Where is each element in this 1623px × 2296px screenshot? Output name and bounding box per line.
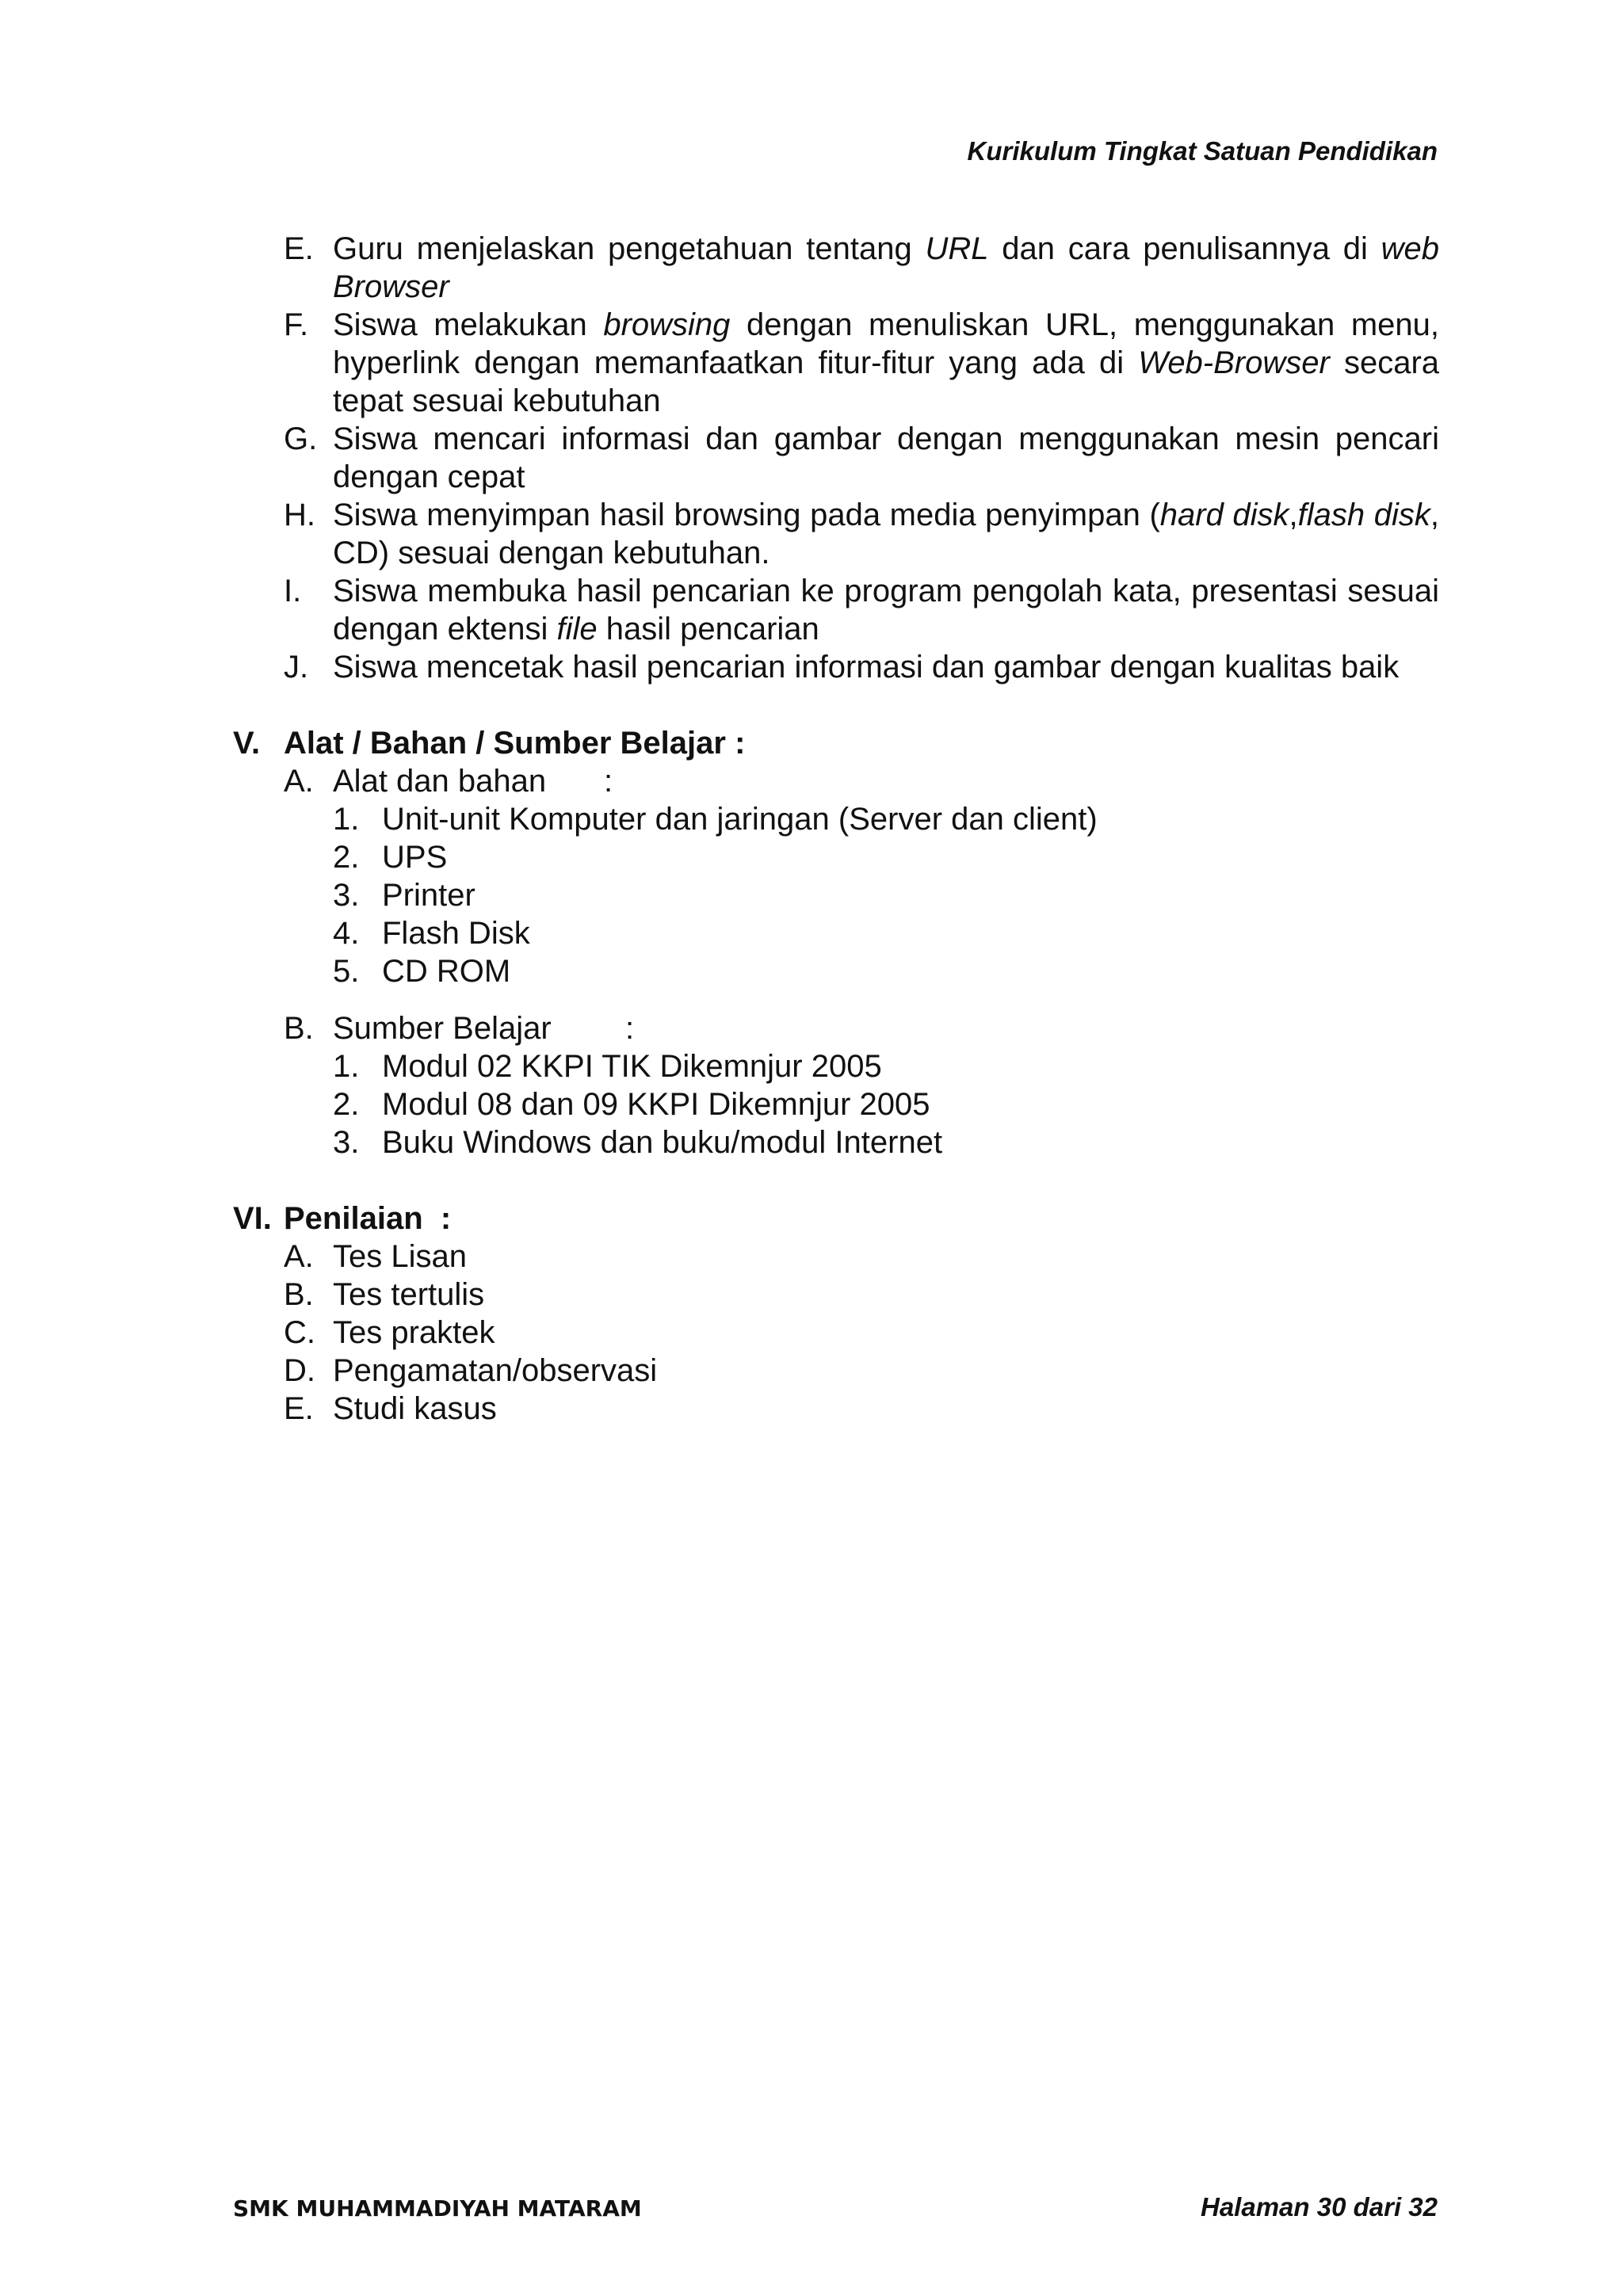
- list-item: 2. UPS: [333, 840, 448, 875]
- step-item-i: I. Siswa membuka hasil pencarian ke program pengolah kata, presentasi sesuai dengan ektensi file hasil pencarian: [284, 574, 1439, 646]
- subsection-label: Alat dan bahan: [333, 764, 547, 799]
- list-item: 1. Unit-unit Komputer dan jaringan (Server dan client): [333, 802, 1098, 837]
- list-item: A. Tes Lisan: [284, 1239, 467, 1274]
- step-item-h: H. Siswa menyimpan hasil browsing pada media penyimpan (hard disk,flash disk, CD) sesuai dengan kebutuhan.: [284, 498, 1439, 570]
- step-item-g: G. Siswa mencari informasi dan gambar dengan menggunakan mesin pencari dengan cepat: [284, 421, 1439, 494]
- section-heading-tools: [0, 724, 1623, 762]
- document-body: [0, 230, 1623, 1428]
- list-item: C. Tes praktek: [284, 1315, 495, 1350]
- step-item-f: F. Siswa melakukan browsing dengan menuliskan URL, menggunakan menu, hyperlink dengan memanfaatkan fitur-fitur yang ada di Web-Browser secara tepat sesuai kebutuhan: [284, 307, 1440, 418]
- list-item: 4. Flash Disk: [333, 916, 530, 951]
- page-header: Kurikulum Tingkat Satuan Pendidikan: [967, 136, 1438, 166]
- step-marker: F.: [284, 307, 309, 342]
- list-item: 1. Modul 02 KKPI TIK Dikemnjur 2005: [333, 1049, 882, 1084]
- section-title: Penilaian :: [284, 1201, 452, 1236]
- footer-school-name: SMK MUHAMMADIYAH MATARAM: [233, 2195, 642, 2222]
- subsection-marker: A.: [284, 764, 314, 799]
- section-title: Alat / Bahan / Sumber Belajar :: [284, 726, 746, 761]
- step-marker: I.: [284, 574, 302, 608]
- step-item-j: J. Siswa mencetak hasil pencarian informasi dan gambar dengan kualitas baik: [284, 650, 1400, 685]
- list-item: E. Studi kasus: [284, 1391, 497, 1426]
- subsection-learning-sources: [0, 1009, 1623, 1047]
- subsection-marker: B.: [284, 1011, 314, 1046]
- step-marker: G.: [284, 421, 318, 456]
- step-marker: E.: [284, 231, 314, 266]
- section-heading-assessment: [0, 1199, 1623, 1238]
- subsection-colon: :: [604, 764, 613, 799]
- subsection-colon: :: [625, 1011, 635, 1046]
- step-marker: H.: [284, 498, 315, 532]
- section-marker: V.: [233, 726, 261, 761]
- list-item: B. Tes tertulis: [284, 1277, 485, 1312]
- section-marker: VI.: [233, 1201, 272, 1236]
- list-item: 5. CD ROM: [333, 954, 511, 989]
- subsection-label: Sumber Belajar: [333, 1011, 552, 1046]
- step-item-e: E. Guru menjelaskan pengetahuan tentang URL dan cara penulisannya di web Browser: [284, 231, 1439, 304]
- list-item: 3. Buku Windows dan buku/modul Internet: [333, 1125, 943, 1160]
- step-marker: J.: [284, 650, 309, 685]
- footer-page-number: Halaman 30 dari 32: [1201, 2192, 1438, 2222]
- list-item: 2. Modul 08 dan 09 KKPI Dikemnjur 2005: [333, 1087, 930, 1122]
- subsection-tools-materials: [0, 762, 1623, 800]
- list-item: 3. Printer: [333, 878, 475, 913]
- list-item: D. Pengamatan/observasi: [284, 1353, 658, 1388]
